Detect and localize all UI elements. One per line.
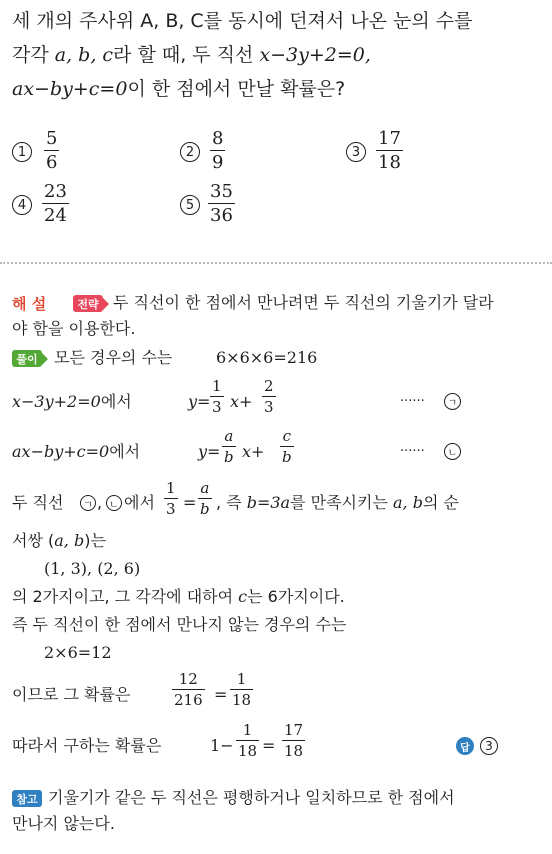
problem-equation-1: x−3y+2=0, [259,44,371,66]
problem-text: 라 할 때, 두 직선 [113,44,260,66]
count-var: c [238,587,248,606]
problem-line-2 [12,42,371,68]
numerator: 17 [284,721,304,739]
choice-number: 4 [12,195,32,215]
condition-text: 의 순 [422,493,459,512]
fraction-bar [222,446,236,447]
denominator: 6 [46,152,58,174]
condition-vars: a, b [393,493,423,512]
circle-mark-2-ref: ㄴ [106,495,122,511]
denominator: 3 [166,500,176,519]
denominator: 3 [264,398,274,417]
pair-vars: a, b [54,531,85,550]
fraction-bar [262,396,276,397]
choice-number: 1 [12,142,32,162]
fraction-17-18 [282,721,305,760]
denominator: b [224,448,234,467]
denominator: 36 [210,205,233,227]
numerator: 5 [46,128,58,149]
pair-text: 서쌍 ( [12,531,55,550]
problem-variables: a, b, c [54,44,114,66]
numerator: 8 [212,128,224,149]
fraction-bar [210,150,225,151]
denominator: b [200,500,210,519]
fraction-1-18 [236,721,259,760]
circle-mark-1: ㄱ [444,393,461,410]
choice-fraction [376,128,403,173]
count-line [12,586,345,608]
fraction-bar [236,740,259,741]
problem-text: 세 개의 주사위 A, B, C를 동시에 던져서 나온 눈의 수를 [12,10,473,32]
slope-form-x: x+ [242,442,265,461]
problem-equation-2: ax−by+c=0 [12,78,128,100]
answer-number: 3 [480,737,498,755]
pair-text: )는 [84,531,106,550]
strategy-line-1: 두 직선이 한 점에서 만나려면 두 직선의 기울기가 달라 [113,293,494,312]
total-cases-text: 모든 경우의 수는 [54,348,173,367]
answer-tag: 답 [456,737,474,755]
numerator: a [224,427,234,445]
choice-fraction [42,181,69,226]
choice-number: 2 [180,142,200,162]
final-text: 따라서 구하는 확률은 [12,736,162,755]
denominator: 24 [44,205,67,227]
denominator: b [282,448,292,467]
condition-text: 를 만족시키는 [290,493,394,512]
section-divider [0,262,552,264]
condition-text: , 즉 [216,493,247,512]
fraction-1-18 [230,670,253,709]
choice-number: 5 [180,195,200,215]
numerator: 35 [210,181,233,202]
condition-sep: , [97,493,103,512]
fraction-c-b [280,427,294,466]
line-eq-1 [12,391,132,413]
no-meet-line: 즉 두 직선이 한 점에서 만나지 않는 경우의 수는 [12,615,347,634]
condition-equation: b=3a [246,493,291,512]
fraction-1-3 [210,377,224,416]
choice-fraction [210,128,225,173]
probability-text: 이므로 그 확률은 [12,685,131,704]
fraction-bar [282,740,305,741]
problem-text: 각각 [12,44,55,66]
eq-suffix: 에서 [100,392,132,411]
dots: ······ [400,444,425,459]
condition-text-a: 두 직선 [12,493,64,512]
slope-form-y: y= [198,442,221,461]
equals-sign: = [214,685,228,704]
solution-tag: 풀이 [12,350,42,367]
denominator: 9 [212,152,224,174]
numerator: 2 [264,377,274,395]
circle-mark-2: ㄴ [444,443,461,460]
condition-text-rest [216,492,459,514]
ordered-pairs: (1, 3), (2, 6) [44,559,141,578]
numerator: 1 [242,721,253,739]
fraction-bar [164,498,178,499]
fraction-bar [230,689,253,690]
final-one-minus: 1− [210,736,234,755]
reference-tag: 참고 [12,790,42,807]
dots: ······ [400,394,425,409]
problem-text: 이 한 점에서 만날 확률은? [127,78,346,100]
circle-mark-1-ref: ㄱ [80,495,96,511]
equation: ax−by+c=0 [12,442,110,461]
denominator: 3 [212,398,222,417]
numerator: 17 [378,128,401,149]
denominator: 18 [238,742,258,761]
denominator: 18 [378,152,401,174]
problem-line-1 [12,8,473,34]
condition-text-c: 에서 [124,493,155,512]
problem-line-3 [12,76,345,102]
reference-line-1: 기울기가 같은 두 직선은 평행하거나 일치하므로 한 점에서 [48,788,455,807]
strategy-tag: 전략 [73,295,103,312]
fraction-bar [198,498,212,499]
fraction-12-216 [172,670,205,709]
numerator: 1 [212,377,222,395]
slope-form-x: x+ [230,392,253,411]
choice-number: 3 [346,142,366,162]
no-meet-eq: 2×6=12 [44,643,112,662]
choice-fraction [44,128,59,173]
solution-title: 해 설 [12,295,47,313]
fraction-1-3 [164,479,178,518]
fraction-bar [44,150,59,151]
solution-arrow-icon [42,353,48,365]
fraction-a-b [198,479,212,518]
numerator: 1 [166,479,176,497]
strategy-arrow-icon [103,298,109,310]
equals-sign: = [183,493,197,512]
choice-fraction [208,181,235,226]
fraction-bar [280,446,294,447]
numerator: 12 [178,670,198,688]
total-cases-eq: 6×6×6=216 [216,348,318,367]
denominator: 18 [232,691,252,710]
eq-suffix: 에서 [109,442,141,461]
numerator: c [282,427,291,445]
equation: x−3y+2=0 [12,392,101,411]
numerator: 1 [236,670,247,688]
fraction-bar [42,203,69,204]
numerator: a [200,479,210,497]
fraction-2-3 [262,377,276,416]
numerator: 23 [44,181,67,202]
count-text: 의 2가지이고, 그 각각에 대하여 [12,587,239,606]
strategy-line-2: 야 함을 이용한다. [12,319,136,338]
denominator: 18 [284,742,304,761]
reference-line-2: 만나지 않는다. [12,814,115,833]
fraction-a-b [222,427,236,466]
fraction-bar [210,396,224,397]
fraction-bar [208,203,235,204]
slope-form-y: y= [188,392,211,411]
ordered-pair-line [12,530,106,552]
count-text: 는 6가지이다. [247,587,345,606]
line-eq-2 [12,441,140,463]
equals-sign: = [262,736,276,755]
fraction-bar [172,689,205,690]
fraction-bar [376,150,403,151]
denominator: 216 [174,691,203,710]
